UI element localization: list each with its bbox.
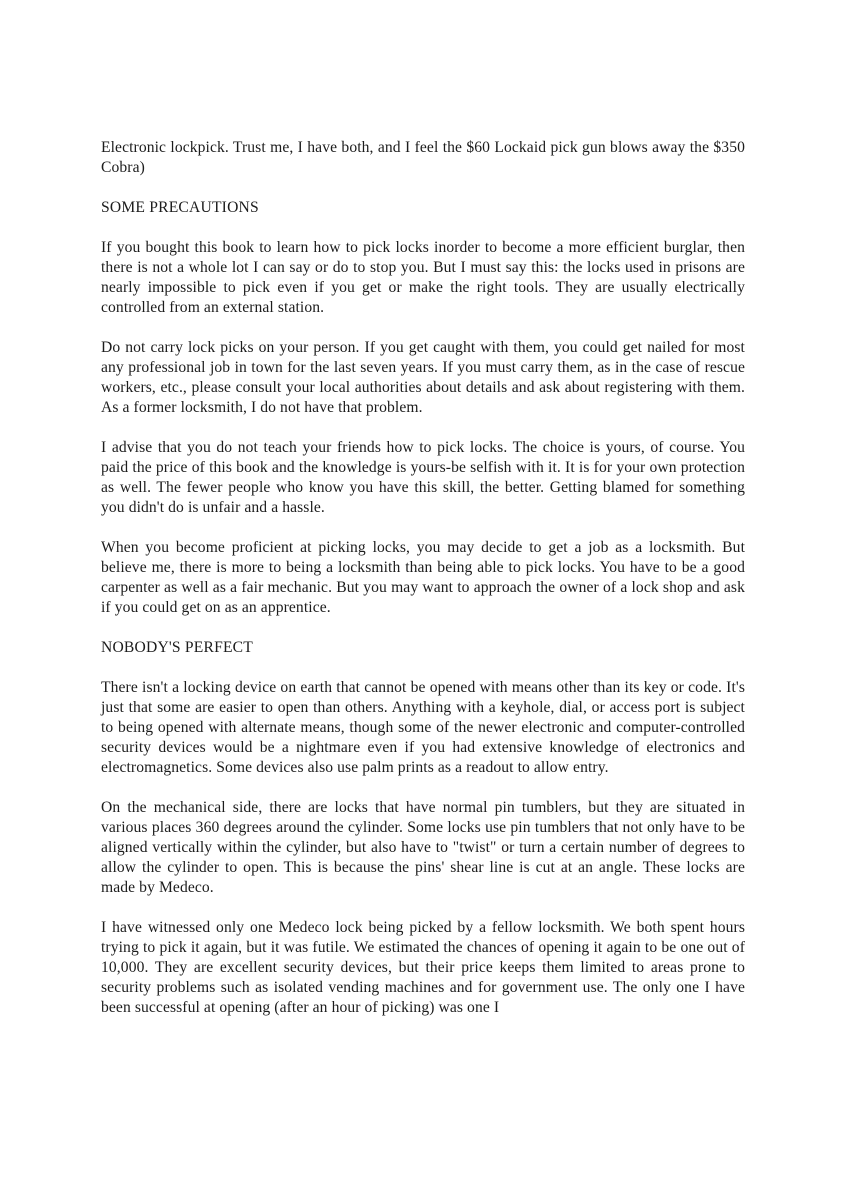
paragraph: When you become proficient at picking locks, you may decide to get a job as a locksmith. But believe me, there is more to being a locksmith than being able to pick locks. You have to be a good carpenter as well as a fair mechanic. But you may want to approach the owner of a lock shop and ask if you could get on as an apprentice. — [101, 539, 745, 616]
paragraph: On the mechanical side, there are locks that have normal pin tumblers, but they are situated in various places 360 degrees around the cylinder. Some locks use pin tumblers that not only have to be aligned vertically within the cylinder, but also have to "twist" or turn a certain number of degrees to allow the cylinder to open. This is because the pins' shear line is cut at an angle. These locks are made by Medeco. — [101, 799, 745, 896]
paragraph: There isn't a locking device on earth that cannot be opened with means other than its key or code. It's just that some are easier to open than others. Anything with a keyhole, dial, or access port is subject to being opened with alternate means, though some of the newer electronic and computer-controlled security devices would be a nightmare even if you had extensive knowledge of electronics and electromagnetics. Some devices also use palm prints as a readout to allow entry. — [101, 679, 745, 776]
paragraph: Do not carry lock picks on your person. If you get caught with them, you could get nailed for most any professional job in town for the last seven years. If you must carry them, as in the case of rescue workers, etc., please consult your local authorities about details and ask about registering with them. As a former locksmith, I do not have that problem. — [101, 339, 745, 416]
section-heading: SOME PRECAUTIONS — [101, 199, 259, 216]
section-heading: NOBODY'S PERFECT — [101, 639, 254, 656]
paragraph: I have witnessed only one Medeco lock being picked by a fellow locksmith. We both spent hours trying to pick it again, but it was futile. We estimated the chances of opening it again to be one out of 10,000. They are excellent security devices, but their price keeps them limited to areas prone to security problems such as isolated vending machines and for government use. The only one I have been successful at opening (after an hour of picking) was one I — [101, 919, 745, 1016]
paragraph: If you bought this book to learn how to pick locks inorder to become a more efficient burglar, then there is not a whole lot I can say or do to stop you. But I must say this: the locks used in prisons are nearly impossible to pick even if you get or make the right tools. They are usually electrically controlled from an external station. — [101, 239, 745, 316]
paragraph: I advise that you do not teach your friends how to pick locks. The choice is yours, of course. You paid the price of this book and the knowledge is yours-be selfish with it. It is for your own protection as well. The fewer people who know you have this skill, the better. Getting blamed for something you didn't do is unfair and a hassle. — [101, 439, 745, 516]
paragraph: Electronic lockpick. Trust me, I have both, and I feel the $60 Lockaid pick gun blows away the $350 Cobra) — [101, 139, 745, 176]
text-column — [101, 138, 745, 1038]
